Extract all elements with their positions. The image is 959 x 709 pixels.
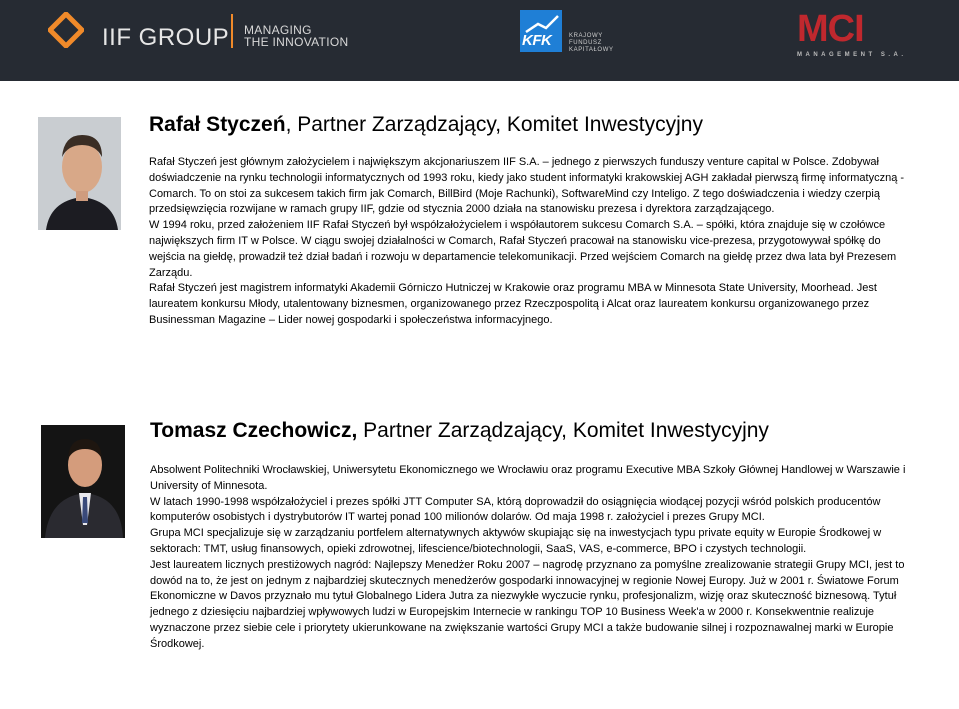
tagline-line-1: MANAGING (244, 23, 312, 37)
person2-bio (150, 463, 910, 653)
mci-logo: MCI (797, 8, 864, 50)
kfk-name-line-1: KRAJOWY (569, 33, 603, 39)
iif-diamond-logo-icon (48, 12, 84, 48)
person1-bio-paragraph-1: Rafał Styczeń jest głównym założycielem i największym akcjonariuszem IIF S.A. – jednego z pierwszych funduszy venture capital w Polsce. Zdobywał doświadczenie na rynku technologii informatycznych od 1993 roku, kiedy jako student informatyki krakowskiej AGH zakładał pierwszą firmę informatyczną - Comarch. To on stoi za sukcesem takich firm jak Comarch, BillBird (Moje Rachunki), SoftwareMind czy Inteligo. Z tego doświadczenia i wiedzy czerpią przedsięwzięcia rozwijane w ramach grupy IIF, gdzie od stycznia 2000 działa na stanowisku prezesa i dyrektora zarządzającego. (149, 156, 905, 216)
tomasz-czechowicz-photo (41, 425, 125, 538)
person2-bio-paragraph-4: Jest laureatem licznych prestiżowych nagród: Najlepszy Menedżer Roku 2007 – nagrodę przyznano za pomyślne zrealizowanie strategii Grupy MCI, jest to dowód na to, że jest on jednym z najbardziej skutecznych menedżerów gospodarki innowacyjnej w regionie Nowej Europy. Już w 2001 r. Światowe Forum Ekonomiczne w Davos przyznało mu tytuł Globalnego Lidera Jutra za niezwykłe wyczucie rynku, profesjonalizm, wizję oraz skuteczność biznesową. Tytuł jednego z dziesięciu najbardziej wpływowych ludzi w Europejskim Internecie w rankingu TOP 10 Business Week'a w 2000 r. Konsekwentnie realizuje wyznaczone przez siebie cele i priorytety ukierunkowane na zwiększanie wartości Grupy MCI a także budowanie silnej i rozpoznawalnej marki w Europie Środkowej. (150, 558, 905, 650)
mci-logo-subtitle: MANAGEMENT S.A. (797, 52, 907, 58)
kfk-name (569, 33, 614, 54)
kfk-name-line-3: KAPITAŁOWY (569, 47, 614, 53)
kfk-logo-icon (520, 10, 562, 52)
rafal-styczen-photo (38, 117, 121, 230)
header-bar (0, 0, 959, 81)
kfk-logo-letters: KFK (522, 32, 552, 49)
person2-heading (150, 419, 769, 443)
tagline (244, 24, 348, 48)
iif-group-logo-text: IIF GROUP (102, 24, 230, 51)
person1-name: Rafał Styczeń (149, 113, 286, 136)
person1-heading (149, 113, 703, 137)
person1-bio-paragraph-2: W 1994 roku, przed założeniem IIF Rafał Styczeń był współzałożycielem i współautorem sukcesu Comarch S.A. – spółki, która znajduje się w czołówce największych firm IT w Polsce. W ciągu swojej działalności w Comarch, Rafał Styczeń pracował na stanowisku vice-prezesa, przygotowywał spółkę do wejścia na giełdę, prowadził też dział badań i rozwoju w departamencie telekomunikacji. Przed wejściem Comarch na giełdę przez dwa lata był Prezesem Zarządu. (149, 219, 897, 279)
person2-role: Partner Zarządzający, Komitet Inwestycyjny (357, 419, 769, 442)
person1-bio (149, 155, 909, 329)
person1-role: , Partner Zarządzający, Komitet Inwestycyjny (285, 113, 703, 136)
tagline-line-2: THE INNOVATION (244, 35, 349, 49)
person2-bio-paragraph-2: W latach 1990-1998 współzałożyciel i prezes spółki JTT Computer SA, którą doprowadził do osiągnięcia wiodącej pozycji wśród polskich producentów komputerów osobistych i dystrybutorów IT wartej ponad 100 milionów dolarów. Od maja 1998 r. założyciel i prezes Grupy MCI. (150, 495, 881, 524)
person2-name: Tomasz Czechowicz, (150, 419, 358, 442)
kfk-name-line-2: FUNDUSZ (569, 40, 602, 46)
logo-divider (231, 14, 233, 48)
person2-bio-paragraph-1: Absolwent Politechniki Wrocławskiej, Uniwersytetu Ekonomicznego we Wrocławiu oraz programu Executive MBA Szkoły Głównej Handlowej w Warszawie i University of Minnesota. (150, 464, 906, 492)
person2-bio-paragraph-3: Grupa MCI specjalizuje się w zarządzaniu portfelem alternatywnych aktywów skupiając się na inwestycjach typu private equity w Europie Środkowej w sektorach: TMT, usług finansowych, opieki zdrowotnej, lifescience/biotechnologii, SaaS, VAS, e-commerce, BPO i czystych technologii. (150, 527, 882, 555)
person1-bio-paragraph-3: Rafał Styczeń jest magistrem informatyki Akademii Górniczo Hutniczej w Krakowie oraz programu MBA w Minnesota State University, Moorhead. Jest laureatem konkursu Młody, utalentowany biznesmen, organizowanego przez Rzeczpospolitą i Alcat oraz laureatem konkursu organizowanego przez Businessman Magazine – Lider nowej gospodarki i społeczeństwa informacyjnego. (149, 282, 877, 326)
